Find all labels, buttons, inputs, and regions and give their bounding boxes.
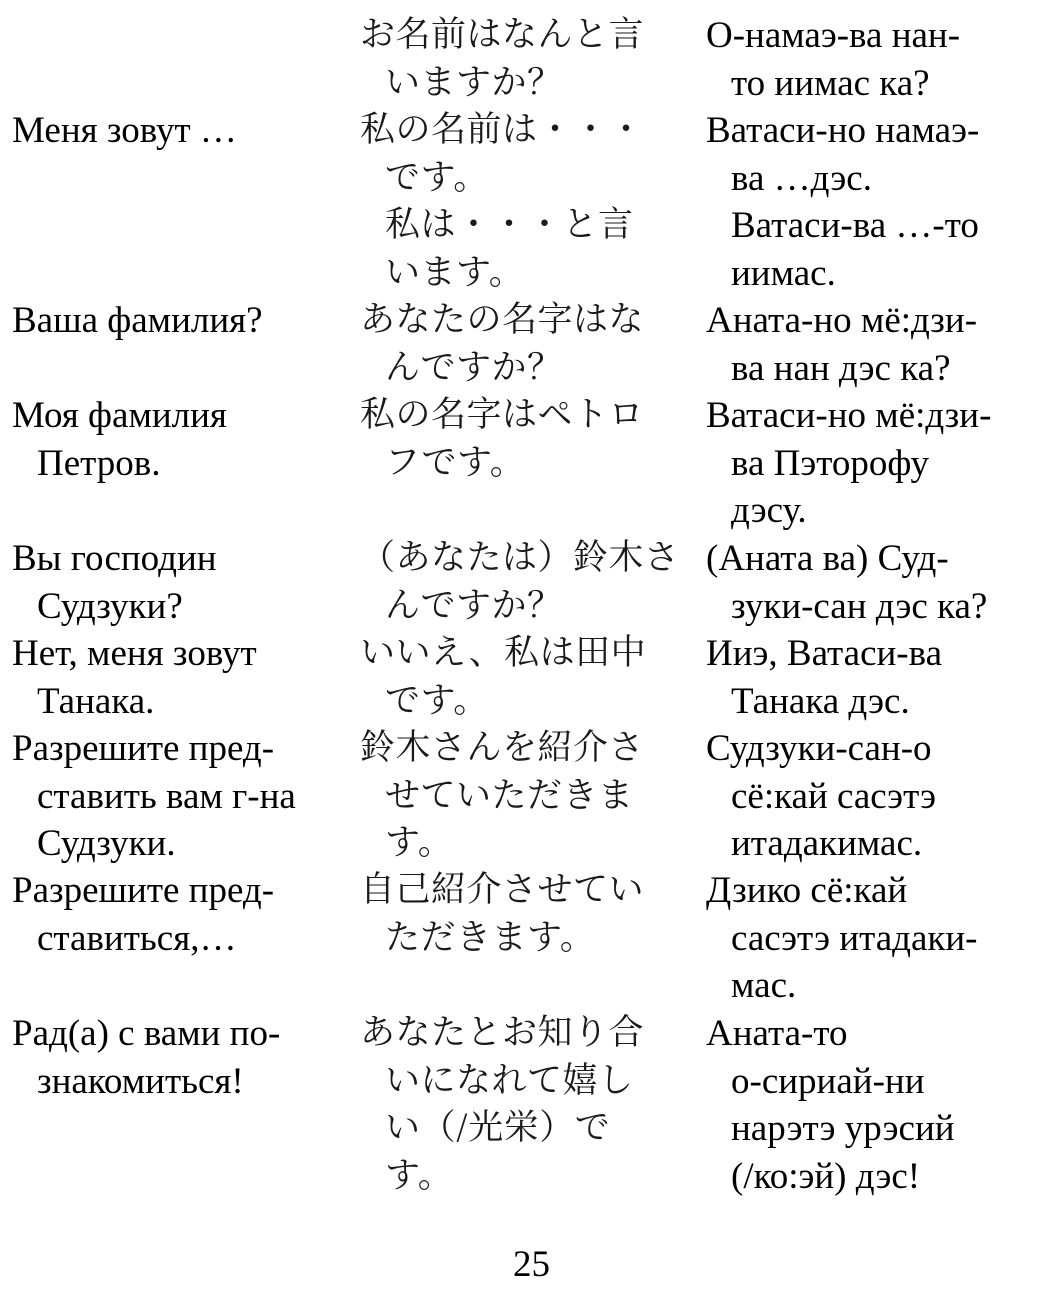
phrase-row	[0, 392, 1063, 535]
russian-cell	[12, 297, 347, 345]
phrase-row	[0, 1010, 1063, 1200]
transcription-cell	[706, 867, 1051, 1010]
russian-line: Петров.	[37, 442, 161, 484]
phrase-row	[0, 535, 1063, 630]
japanese-line: いになれて嬉し	[385, 1060, 634, 1101]
japanese-line: 自己紹介させてい	[360, 870, 645, 910]
phrase-row	[0, 12, 1063, 107]
russian-line: Разрешите пред-	[12, 870, 275, 911]
japanese-line: 私の名字はペトロ	[360, 395, 645, 435]
russian-cell	[12, 630, 347, 725]
japanese-line: 私は・・・と言	[385, 205, 634, 245]
phrase-row	[0, 867, 1063, 1010]
japanese-cell	[360, 297, 695, 392]
japanese-cell	[360, 725, 695, 868]
transcription-cell	[706, 107, 1051, 297]
transcription-cell	[706, 297, 1051, 392]
transcription-line: Аната-но мё:дзи-	[706, 300, 978, 341]
transcription-line: то иимас ка?	[731, 62, 930, 104]
japanese-line: い（/光栄）で	[385, 1108, 611, 1148]
transcription-line: (/ко:эй) дэс!	[731, 1155, 921, 1197]
russian-cell	[12, 867, 347, 962]
transcription-cell	[706, 630, 1051, 725]
japanese-cell	[360, 867, 695, 962]
japanese-cell	[360, 392, 695, 487]
transcription-line: Ватаси-ва …-то	[731, 205, 979, 246]
transcription-line: Ватаси-но мё:дзи-	[706, 395, 992, 436]
russian-cell	[12, 1010, 347, 1105]
phrase-row	[0, 297, 1063, 392]
russian-cell	[12, 535, 347, 630]
russian-line: Судзуки?	[37, 585, 183, 627]
transcription-cell	[706, 1010, 1051, 1200]
russian-cell	[12, 107, 347, 155]
japanese-line: す。	[385, 1155, 454, 1196]
japanese-line: ただきます。	[385, 917, 596, 958]
russian-line: Меня зовут …	[12, 110, 237, 151]
russian-line: Судзуки.	[37, 823, 176, 864]
transcription-line: Ииэ, Ватаси-ва	[706, 633, 943, 674]
russian-line: Нет, меня зовут	[12, 633, 257, 674]
transcription-line: ва Пэторофу	[731, 442, 929, 484]
transcription-cell	[706, 725, 1051, 868]
transcription-cell	[706, 392, 1051, 535]
japanese-line: います。	[385, 252, 525, 293]
phrase-row	[0, 107, 1063, 297]
transcription-line: О-намаэ-ва нан-	[706, 15, 961, 56]
japanese-line: （あなたは）鈴木さ	[360, 538, 680, 578]
transcription-line: сё:кай сасэтэ	[731, 775, 937, 817]
page-number: 25	[513, 1244, 550, 1285]
transcription-line: о-сириай-ни	[731, 1060, 925, 1102]
japanese-cell	[360, 535, 695, 630]
russian-line: Разрешите пред-	[12, 728, 275, 769]
phrase-row	[0, 630, 1063, 725]
russian-line: Танака.	[37, 680, 155, 722]
japanese-line: です。	[385, 157, 489, 198]
japanese-line: いいえ、私は田中	[360, 633, 647, 673]
transcription-line: Аната-то	[706, 1013, 848, 1054]
transcription-line: сасэтэ итадаки-	[731, 917, 978, 959]
japanese-line: あなたとお知り合	[360, 1013, 645, 1053]
transcription-line: иимас.	[731, 252, 836, 294]
japanese-line: 鈴木さんを紹介さ	[360, 728, 645, 768]
transcription-line: ва нан дэс ка?	[731, 347, 951, 389]
russian-line: Моя фамилия	[12, 395, 227, 436]
japanese-cell	[360, 1010, 695, 1200]
transcription-cell	[706, 12, 1051, 107]
transcription-line: Дзико сё:кай	[706, 870, 908, 911]
russian-line: ставиться,…	[37, 917, 237, 959]
japanese-cell	[360, 630, 695, 725]
transcription-line: зуки-сан дэс ка?	[731, 585, 988, 627]
russian-cell	[12, 392, 347, 487]
japanese-line: です。	[385, 680, 489, 721]
japanese-line: 私の名前は・・・	[360, 110, 645, 150]
transcription-line: Судзуки-сан-о	[706, 728, 932, 769]
japanese-line: んですか？	[385, 585, 563, 626]
transcription-cell	[706, 535, 1051, 630]
phrase-row	[0, 725, 1063, 868]
russian-line: знакомиться!	[37, 1060, 244, 1102]
japanese-line: お名前はなんと言	[360, 15, 645, 55]
russian-cell	[12, 725, 347, 868]
transcription-line: мас.	[731, 965, 797, 1006]
japanese-line: せていただきま	[385, 775, 634, 816]
japanese-line: んですか？	[385, 347, 563, 388]
russian-line: Рад(а) с вами по-	[12, 1013, 281, 1054]
japanese-line: す。	[385, 823, 454, 863]
japanese-cell	[360, 107, 695, 297]
transcription-line: Ватаси-но намаэ-	[706, 110, 980, 151]
russian-line: Ваша фамилия?	[12, 300, 263, 341]
russian-line: Вы господин	[12, 538, 217, 579]
transcription-line: нарэтэ урэсий	[731, 1108, 955, 1149]
japanese-cell	[360, 12, 695, 107]
transcription-line: итадакимас.	[731, 823, 923, 864]
japanese-line: いますか？	[385, 62, 563, 103]
russian-line: ставить вам г-на	[37, 775, 296, 817]
transcription-line: Танака дэс.	[731, 680, 910, 722]
japanese-line: あなたの名字はな	[360, 300, 645, 340]
transcription-line: ва …дэс.	[731, 157, 872, 199]
transcription-line: дэсу.	[731, 490, 807, 531]
transcription-line: (Аната ва) Суд-	[706, 538, 949, 579]
japanese-line: フです。	[385, 442, 526, 483]
